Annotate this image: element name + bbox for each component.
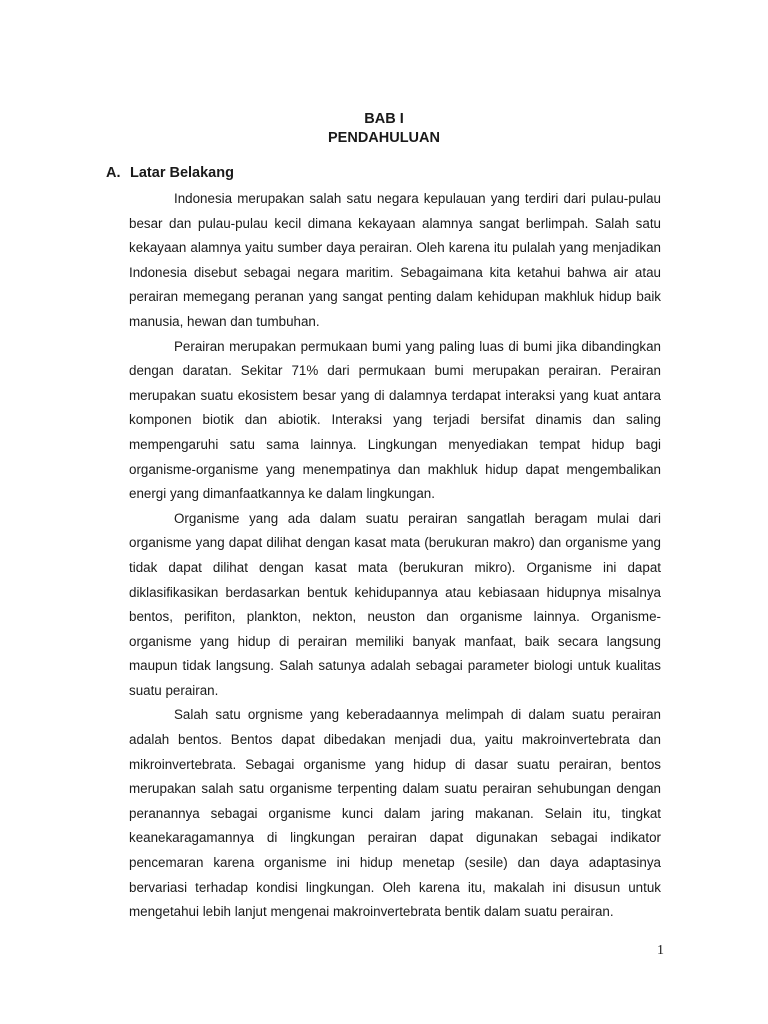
page-number: 1 (657, 943, 664, 958)
section-letter: A. (106, 165, 121, 181)
chapter-number: BAB I (364, 111, 404, 127)
section-heading (106, 163, 234, 183)
section-title: Latar Belakang (130, 165, 234, 181)
body-text (129, 187, 661, 925)
paragraph: Perairan merupakan permukaan bumi yang paling luas di bumi jika dibandingkan dengan daratan. Sekitar 71% dari permukaan bumi merupakan perairan. Perairan merupakan suatu ekosistem besar yang di dalamnya terdapat interaksi yang kuat antara komponen biotik dan abiotik. Interaksi yang terjadi bersifat dinamis dan saling mempengaruhi satu sama lainnya. Lingkungan menyediakan tempat hidup bagi organisme-organisme yang menempatinya dan makhluk hidup dapat mengembalikan energi yang dimanfaatkannya ke dalam lingkungan. (129, 338, 661, 502)
chapter-title: PENDAHULUAN (328, 130, 440, 146)
paragraph: Indonesia merupakan salah satu negara kepulauan yang terdiri dari pulau-pulau besar dan pulau-pulau kecil dimana kekayaan alamnya sangat berlimpah. Salah satu kekayaan alamnya yaitu sumber daya perairan. Oleh karena itu pulalah yang menjadikan Indonesia disebut sebagai negara maritim. Sebagaimana kita ketahui bahwa air atau perairan memegang peranan yang sangat penting dalam kehidupan makhluk hidup baik manusia, hewan dan tumbuhan. (129, 191, 661, 329)
paragraph: Salah satu orgnisme yang keberadaannya melimpah di dalam suatu perairan adalah bentos. Bentos dapat dibedakan menjadi dua, yaitu makroinvertebrata dan mikroinvertebrata. Sebagai organisme yang hidup di dasar suatu perairan, bentos merupakan salah satu organisme terpenting dalam suatu perairan sehubungan dengan peranannya sebagai organisme kunci dalam jaring makanan. Selain itu, tingkat keanekaragamannya di lingkungan perairan dapat digunakan sebagai indikator pencemaran karena organisme ini hidup menetap (sesile) dan daya adaptasinya bervariasi terhadap kondisi lingkungan. Oleh karena itu, makalah ini disusun untuk mengetahui lebih lanjut mengenai makroinvertebrata bentik dalam suatu perairan. (129, 707, 661, 920)
paragraph: Organisme yang ada dalam suatu perairan sangatlah beragam mulai dari organisme yang dapat dilihat dengan kasat mata (berukuran makro) dan organisme yang tidak dapat dilihat dengan kasat mata (berukuran mikro). Organisme ini dapat diklasifikasikan berdasarkan bentuk kehidupannya atau kebiasaan hidupnya misalnya bentos, perifiton, plankton, nekton, neuston dan organisme lainnya. Organisme-organisme yang hidup di perairan memiliki banyak manfaat, baik secara langsung maupun tidak langsung. Salah satunya adalah sebagai parameter biologi untuk kualitas suatu perairan. (129, 510, 661, 698)
